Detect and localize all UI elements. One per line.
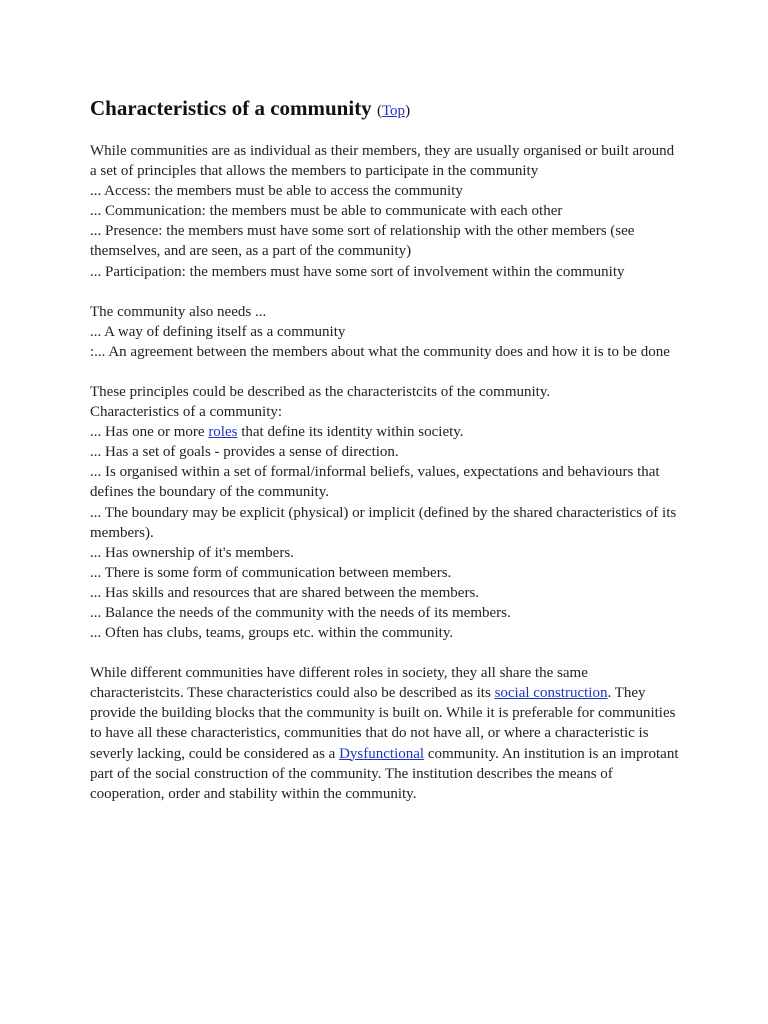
principle-item-access: ... Access: the members must be able to access the community — [90, 183, 463, 200]
characteristics-subhead: Characteristics of a community: — [90, 404, 283, 421]
characteristics-section — [90, 382, 680, 643]
article — [90, 94, 680, 824]
title-text: Characteristics of a community — [90, 96, 372, 120]
characteristic-item-balance: ... Balance the needs of the community with the needs of its members. — [90, 604, 511, 621]
characteristic-item-beliefs: ... Is organised within a set of formal/informal beliefs, values, expectations and behaviours that defines the boundary of the community. — [90, 464, 660, 501]
top-link[interactable]: Top — [381, 103, 406, 119]
principle-item-participation: ... Participation: the members must have some sort of involvement within the community — [90, 263, 625, 280]
needs-item-defining: ... A way of defining itself as a community — [90, 323, 346, 340]
principles-intro: While communities are as individual as their members, they are usually organised or built around a set of principles that allows the members to participate in the community — [90, 143, 675, 180]
needs-item-agreement: :... An agreement between the members about what the community does and how it is to be done — [90, 343, 670, 360]
roles-link[interactable]: roles — [208, 424, 238, 441]
characteristic-item-boundary: ... The boundary may be explicit (physical) or implicit (defined by the shared characteristics of its members). — [90, 504, 677, 541]
characteristic-item-clubs: ... Often has clubs, teams, groups etc. within the community. — [90, 625, 454, 642]
social-construction-link[interactable]: social construction — [494, 685, 608, 702]
characteristic-item-communication: ... There is some form of communication between members. — [90, 564, 452, 581]
characteristic-item-ownership: ... Has ownership of it's members. — [90, 544, 294, 561]
needs-section — [90, 302, 680, 362]
principle-item-communication: ... Communication: the members must be able to communicate with each other — [90, 203, 563, 220]
characteristics-intro: These principles could be described as the characteristcits of the community. — [90, 383, 551, 400]
characteristic-item-goals: ... Has a set of goals - provides a sense of direction. — [90, 444, 399, 461]
characteristic-item-skills: ... Has skills and resources that are shared between the members. — [90, 584, 480, 601]
conclusion-paragraph: While different communities have different roles in society, they all share the same characteristcits. These characteristics could also be described as its social construction. They provide the building blocks that the community is built on. While it is preferable for communities to have all these characteristics, communities that do not have all, or where a characteristic is severly lacking, could be considered as a Dysfunctional community. An institution is an improtant part of the social construction of the community. The institution describes the means of cooperation, order and stability within the community. — [90, 665, 679, 802]
characteristic-item-roles: ... Has one or more roles that define its identity within society. — [90, 424, 464, 441]
page-title — [90, 94, 680, 125]
principle-item-presence: ... Presence: the members must have some sort of relationship with the other members (see themselves, and are seen, as a part of the community) — [90, 223, 635, 260]
top-link-wrapper: (Top) — [376, 103, 411, 119]
dysfunctional-link[interactable]: Dysfunctional — [339, 745, 425, 762]
needs-intro: The community also needs ... — [90, 303, 267, 320]
principles-section — [90, 141, 680, 282]
